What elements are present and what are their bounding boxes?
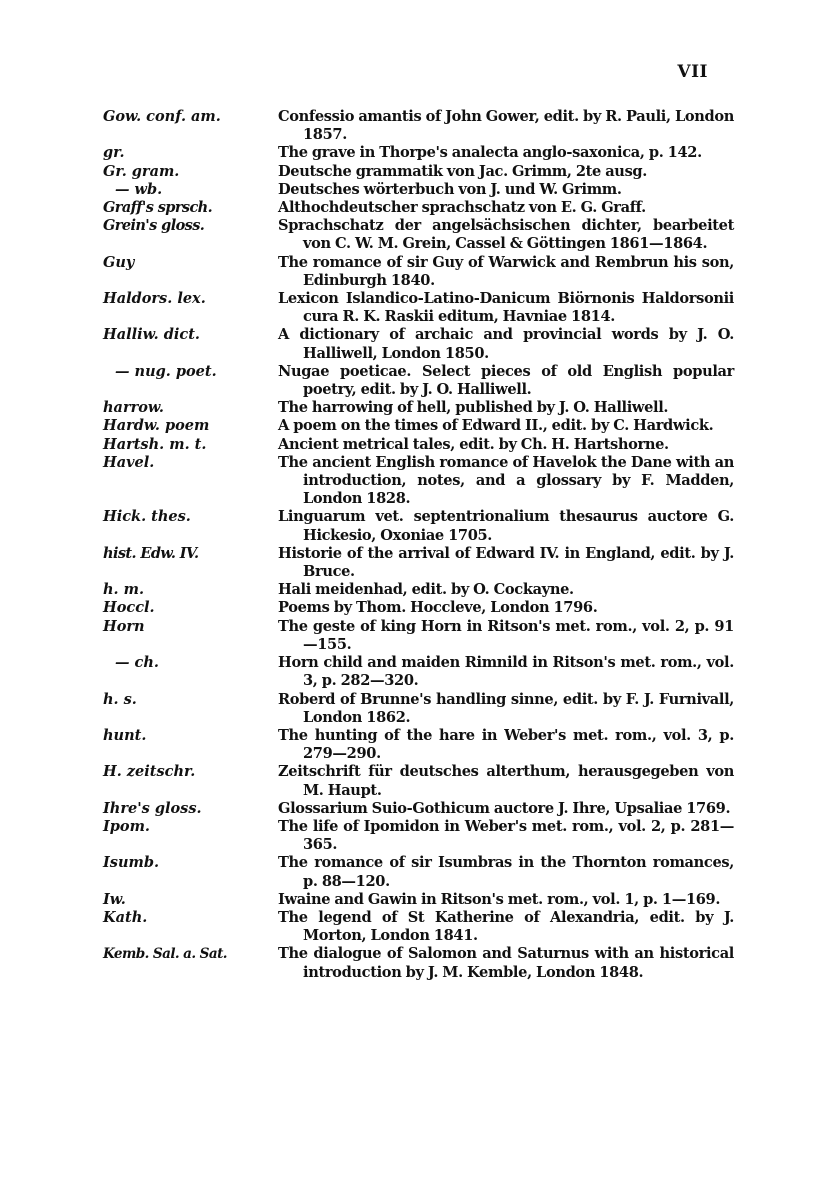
list-item bbox=[0, 326, 840, 362]
entry-description: Sprachschatz der angelsächsischen dichter, bearbeitet von C. W. M. Grein, Cassel & Göttingen 1861—1864. bbox=[278, 217, 734, 253]
entry-description: Linguarum vet. septentrionalium thesaurus auctore G. Hickesio, Oxoniae 1705. bbox=[278, 508, 734, 544]
entry-description: Ancient metrical tales, edit. by Ch. H. Hartshorne. bbox=[278, 435, 669, 453]
entry-description: Althochdeutscher sprachschatz von E. G. Graff. bbox=[278, 199, 646, 217]
entry-description: A dictionary of archaic and provincial words by J. O. Halliwell, London 1850. bbox=[278, 326, 734, 362]
entry-description: Zeitschrift für deutsches alterthum, herausgegeben von M. Haupt. bbox=[278, 763, 734, 799]
entry-abbreviation: hist. Edw. IV. bbox=[103, 544, 199, 562]
list-item bbox=[0, 254, 840, 290]
entry-abbreviation: Grein's gloss. bbox=[103, 217, 205, 235]
list-item bbox=[0, 144, 840, 162]
entry-abbreviation: Havel. bbox=[103, 453, 155, 471]
entry-description: Deutsches wörterbuch von J. und W. Grimm. bbox=[278, 180, 622, 198]
entry-abbreviation: Guy bbox=[103, 253, 135, 271]
entry-abbreviation: Ipom. bbox=[103, 817, 150, 835]
entry-abbreviation: gr. bbox=[103, 144, 125, 162]
list-item bbox=[0, 417, 840, 435]
entry-description: The hunting of the hare in Weber's met. rom., vol. 3, p. 279—290. bbox=[278, 726, 734, 763]
entry-abbreviation: h. m. bbox=[103, 581, 145, 599]
list-item bbox=[0, 581, 840, 599]
entry-abbreviation: H. zeitschr. bbox=[103, 763, 196, 781]
entry-description: The romance of sir Guy of Warwick and Rembrun his son, Edinburgh 1840. bbox=[278, 253, 734, 289]
entry-abbreviation: Kemb. Sal. a. Sat. bbox=[103, 946, 227, 963]
list-item bbox=[0, 599, 840, 617]
list-item bbox=[0, 945, 840, 981]
list-item bbox=[0, 909, 840, 945]
list-item bbox=[0, 399, 840, 417]
list-item bbox=[0, 217, 840, 253]
list-item bbox=[0, 854, 840, 890]
entry-description: A poem on the times of Edward II., edit. by C. Hardwick. bbox=[278, 417, 714, 435]
list-item bbox=[0, 363, 840, 399]
entry-description: Roberd of Brunne's handling sinne, edit. by F. J. Furnivall, London 1862. bbox=[278, 690, 734, 726]
abbreviation-list bbox=[0, 108, 840, 982]
entry-description: The harrowing of hell, published by J. O. Halliwell. bbox=[278, 399, 669, 417]
entry-abbreviation: Halliw. dict. bbox=[103, 326, 200, 344]
entry-description: Hali meidenhad, edit. by O. Cockayne. bbox=[278, 581, 574, 599]
entry-description: Lexicon Islandico-Latino-Danicum Biörnonis Haldorsonii cura R. K. Raskii editum, Havniae 1814. bbox=[278, 290, 734, 326]
entry-description: The life of Ipomidon in Weber's met. rom., vol. 2, p. 281—365. bbox=[278, 817, 734, 854]
list-item bbox=[0, 290, 840, 326]
list-item bbox=[0, 181, 840, 199]
entry-description: Historie of the arrival of Edward IV. in England, edit. by J. Bruce. bbox=[278, 544, 734, 581]
entry-description: The geste of king Horn in Ritson's met. rom., vol. 2, p. 91—155. bbox=[278, 617, 734, 653]
entry-description: The ancient English romance of Havelok the Dane with an introduction, notes, and a glossary by F. Madden, London 1828. bbox=[278, 453, 734, 508]
entry-description: Horn child and maiden Rimnild in Ritson's met. rom., vol. 3, p. 282—320. bbox=[278, 654, 734, 690]
list-item bbox=[0, 199, 840, 217]
entry-description: The romance of sir Isumbras in the Thornton romances, p. 88—120. bbox=[278, 854, 734, 890]
list-item bbox=[0, 763, 840, 799]
entry-description: Glossarium Suio-Gothicum auctore J. Ihre, Upsaliae 1769. bbox=[278, 799, 731, 817]
entry-description: The legend of St Katherine of Alexandria, edit. by J. Morton, London 1841. bbox=[278, 908, 734, 945]
entry-description: Poems by Thom. Hoccleve, London 1796. bbox=[278, 599, 598, 617]
list-item bbox=[0, 818, 840, 854]
entry-abbreviation: Horn bbox=[103, 617, 145, 635]
entry-description: Deutsche grammatik von Jac. Grimm, 2te ausg. bbox=[278, 162, 648, 180]
entry-abbreviation: Hartsh. m. t. bbox=[103, 435, 207, 453]
list-item bbox=[0, 891, 840, 909]
list-item bbox=[0, 691, 840, 727]
list-item bbox=[0, 436, 840, 454]
entry-abbreviation: Hoccl. bbox=[103, 599, 155, 617]
entry-abbreviation: harrow. bbox=[103, 399, 164, 417]
list-item bbox=[0, 800, 840, 818]
entry-abbreviation: Hick. thes. bbox=[103, 508, 191, 526]
entry-description: The dialogue of Salomon and Saturnus with an historical introduction by J. M. Kemble, London 1848. bbox=[278, 945, 734, 981]
entry-description: Confessio amantis of John Gower, edit. by R. Pauli, London 1857. bbox=[278, 108, 734, 144]
list-item bbox=[0, 654, 840, 690]
list-item bbox=[0, 508, 840, 544]
entry-abbreviation: Gr. gram. bbox=[103, 162, 180, 180]
entry-abbreviation: Isumb. bbox=[103, 854, 160, 872]
entry-abbreviation: Gow. conf. am. bbox=[103, 108, 221, 125]
entry-abbreviation: — ch. bbox=[115, 654, 159, 672]
entry-abbreviation: Iw. bbox=[103, 890, 126, 908]
list-item bbox=[0, 618, 840, 654]
entry-abbreviation: Ihre's gloss. bbox=[103, 799, 202, 817]
list-item bbox=[0, 108, 840, 144]
entry-abbreviation: hunt. bbox=[103, 726, 147, 744]
list-item bbox=[0, 454, 840, 509]
list-item bbox=[0, 163, 840, 181]
page-number: VII bbox=[677, 62, 708, 82]
entry-abbreviation: Hardw. poem bbox=[103, 417, 210, 435]
entry-abbreviation: Graff's sprsch. bbox=[103, 199, 213, 217]
list-item bbox=[0, 727, 840, 763]
entry-description: Iwaine and Gawin in Ritson's met. rom., vol. 1, p. 1—169. bbox=[278, 890, 721, 908]
entry-abbreviation: — wb. bbox=[115, 180, 163, 198]
entry-description: Nugae poeticae. Select pieces of old English popular poetry, edit. by J. O. Halliwell. bbox=[278, 362, 734, 399]
entry-abbreviation: — nug. poet. bbox=[115, 362, 217, 380]
entry-description: The grave in Thorpe's analecta anglo-saxonica, p. 142. bbox=[278, 144, 702, 162]
entry-abbreviation: Kath. bbox=[103, 908, 148, 926]
list-item bbox=[0, 545, 840, 581]
entry-abbreviation: h. s. bbox=[103, 690, 137, 708]
entry-abbreviation: Haldors. lex. bbox=[103, 290, 206, 308]
